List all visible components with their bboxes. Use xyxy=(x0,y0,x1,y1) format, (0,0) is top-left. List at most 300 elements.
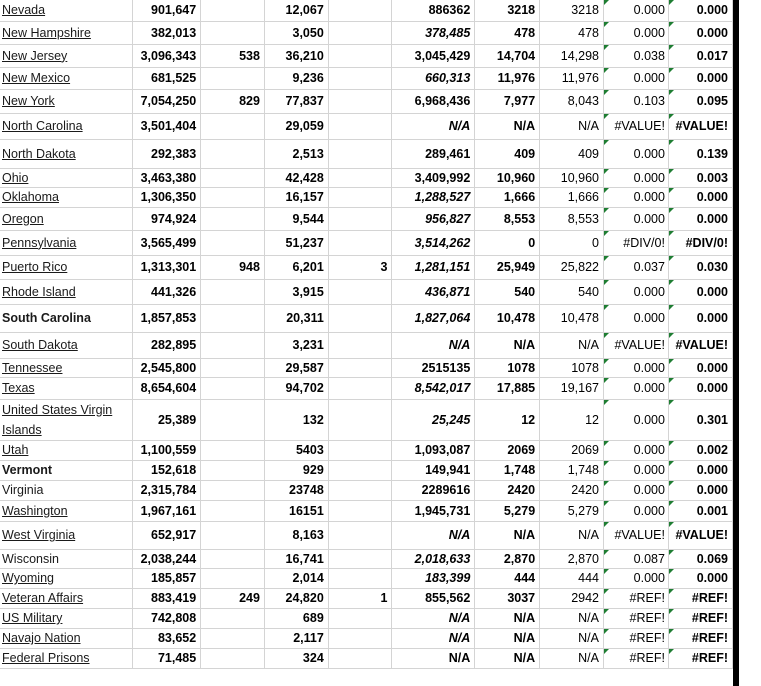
value-cell[interactable]: 1,748 xyxy=(475,460,540,480)
value-cell[interactable]: 883,419 xyxy=(133,588,201,608)
value-cell[interactable] xyxy=(328,0,392,21)
value-cell[interactable]: 289,461 xyxy=(392,139,475,168)
value-cell[interactable]: 0.000 xyxy=(668,67,732,89)
value-cell[interactable]: 1,288,527 xyxy=(392,187,475,207)
value-cell[interactable]: 0.000 xyxy=(604,168,669,187)
value-cell[interactable]: 2942 xyxy=(540,588,604,608)
value-cell[interactable] xyxy=(328,207,392,230)
value-cell[interactable]: 886362 xyxy=(392,0,475,21)
value-cell[interactable]: 0.000 xyxy=(604,21,669,44)
value-cell[interactable] xyxy=(328,113,392,139)
value-cell[interactable]: #REF! xyxy=(668,628,732,648)
value-cell[interactable]: 0.000 xyxy=(604,460,669,480)
value-cell[interactable] xyxy=(201,628,265,648)
table-row xyxy=(0,187,733,207)
value-cell[interactable] xyxy=(201,549,265,568)
value-cell[interactable]: #VALUE! xyxy=(604,113,669,139)
value-cell[interactable] xyxy=(328,89,392,113)
value-cell[interactable] xyxy=(328,332,392,358)
value-cell[interactable]: 17,885 xyxy=(475,377,540,399)
value-cell[interactable]: 0.000 xyxy=(668,460,732,480)
value-cell[interactable]: 1,827,064 xyxy=(392,304,475,332)
value-cell[interactable]: #REF! xyxy=(604,588,669,608)
value-cell[interactable] xyxy=(328,440,392,460)
value-cell[interactable] xyxy=(201,377,265,399)
value-cell[interactable] xyxy=(201,230,265,255)
value-cell[interactable]: 0.000 xyxy=(668,21,732,44)
value-cell[interactable]: 444 xyxy=(475,568,540,588)
row-label-cell[interactable]: New Mexico xyxy=(0,67,133,89)
value-cell[interactable]: 16,157 xyxy=(264,187,328,207)
table-row xyxy=(0,500,733,521)
value-cell[interactable]: 10,478 xyxy=(540,304,604,332)
value-cell[interactable]: 901,647 xyxy=(133,0,201,21)
row-label-cell[interactable]: Texas xyxy=(0,377,133,399)
value-cell[interactable]: 14,704 xyxy=(475,44,540,67)
value-cell[interactable]: 24,820 xyxy=(264,588,328,608)
value-cell[interactable]: 0.000 xyxy=(668,279,732,304)
value-cell[interactable]: N/A xyxy=(540,628,604,648)
value-cell[interactable]: 974,924 xyxy=(133,207,201,230)
row-label-cell[interactable]: Navajo Nation xyxy=(0,628,133,648)
value-cell[interactable]: 71,485 xyxy=(133,648,201,668)
value-cell[interactable]: 2069 xyxy=(475,440,540,460)
row-label-cell[interactable]: West Virginia xyxy=(0,521,133,549)
value-cell[interactable]: 0.037 xyxy=(604,255,669,279)
value-cell[interactable]: 2420 xyxy=(540,480,604,500)
value-cell[interactable]: 12 xyxy=(540,399,604,440)
value-cell[interactable]: #REF! xyxy=(668,648,732,668)
row-label-cell[interactable]: South Dakota xyxy=(0,332,133,358)
value-cell[interactable] xyxy=(328,139,392,168)
value-cell[interactable]: 0.103 xyxy=(604,89,669,113)
value-cell[interactable]: 0.000 xyxy=(604,440,669,460)
value-cell[interactable] xyxy=(201,207,265,230)
value-cell[interactable]: 8,654,604 xyxy=(133,377,201,399)
value-cell[interactable]: 1,748 xyxy=(540,460,604,480)
value-cell[interactable]: 0.000 xyxy=(668,187,732,207)
value-cell[interactable]: 77,837 xyxy=(264,89,328,113)
value-cell[interactable]: 3,565,499 xyxy=(133,230,201,255)
value-cell[interactable]: #VALUE! xyxy=(668,521,732,549)
row-label-cell[interactable]: Pennsylvania xyxy=(0,230,133,255)
value-cell[interactable]: #REF! xyxy=(604,648,669,668)
table-row xyxy=(0,648,733,668)
value-cell[interactable]: 829 xyxy=(201,89,265,113)
value-cell[interactable] xyxy=(328,460,392,480)
value-cell[interactable]: #DIV/0! xyxy=(668,230,732,255)
value-cell[interactable] xyxy=(328,168,392,187)
value-cell[interactable]: 132 xyxy=(264,399,328,440)
value-cell[interactable]: 5,279 xyxy=(475,500,540,521)
value-cell[interactable]: #VALUE! xyxy=(668,113,732,139)
value-cell[interactable] xyxy=(201,648,265,668)
value-cell[interactable]: 0.095 xyxy=(668,89,732,113)
value-cell[interactable]: 0.000 xyxy=(668,207,732,230)
value-cell[interactable]: 7,977 xyxy=(475,89,540,113)
value-cell[interactable]: 8,043 xyxy=(540,89,604,113)
value-cell[interactable]: N/A xyxy=(475,628,540,648)
table-row xyxy=(0,255,733,279)
value-cell[interactable]: 409 xyxy=(540,139,604,168)
value-cell[interactable] xyxy=(201,332,265,358)
value-cell[interactable]: 382,013 xyxy=(133,21,201,44)
value-cell[interactable]: 0.000 xyxy=(604,358,669,377)
value-cell[interactable] xyxy=(328,358,392,377)
value-cell[interactable] xyxy=(328,480,392,500)
value-cell[interactable]: 742,808 xyxy=(133,608,201,628)
value-cell[interactable] xyxy=(328,521,392,549)
value-cell[interactable]: 94,702 xyxy=(264,377,328,399)
value-cell[interactable]: 0.000 xyxy=(604,480,669,500)
value-cell[interactable]: 282,895 xyxy=(133,332,201,358)
value-cell[interactable]: 1,857,853 xyxy=(133,304,201,332)
row-label-cell[interactable]: Ohio xyxy=(0,168,133,187)
value-cell[interactable]: 3,096,343 xyxy=(133,44,201,67)
value-cell[interactable]: 29,587 xyxy=(264,358,328,377)
value-cell[interactable]: 3,045,429 xyxy=(392,44,475,67)
value-cell[interactable] xyxy=(328,187,392,207)
row-label-cell[interactable]: Virginia xyxy=(0,480,133,500)
value-cell[interactable] xyxy=(201,440,265,460)
row-label-cell[interactable]: Veteran Affairs xyxy=(0,588,133,608)
value-cell[interactable]: N/A xyxy=(392,608,475,628)
value-cell[interactable] xyxy=(328,377,392,399)
value-cell[interactable]: 0.030 xyxy=(668,255,732,279)
value-cell[interactable]: 2,870 xyxy=(475,549,540,568)
value-cell[interactable] xyxy=(201,608,265,628)
value-cell[interactable]: 12,067 xyxy=(264,0,328,21)
value-cell[interactable]: 540 xyxy=(540,279,604,304)
value-cell[interactable]: 0 xyxy=(475,230,540,255)
row-label-cell[interactable]: Oklahoma xyxy=(0,187,133,207)
value-cell[interactable]: 324 xyxy=(264,648,328,668)
table-row xyxy=(0,89,733,113)
value-cell[interactable]: 0.000 xyxy=(604,207,669,230)
value-cell[interactable]: 0.002 xyxy=(668,440,732,460)
value-cell[interactable]: 0.000 xyxy=(604,500,669,521)
value-cell[interactable]: 292,383 xyxy=(133,139,201,168)
value-cell[interactable]: 42,428 xyxy=(264,168,328,187)
value-cell[interactable]: 3037 xyxy=(475,588,540,608)
value-cell[interactable]: 0.000 xyxy=(604,0,669,21)
value-cell[interactable]: 3,463,380 xyxy=(133,168,201,187)
value-cell[interactable]: 956,827 xyxy=(392,207,475,230)
value-cell[interactable] xyxy=(328,304,392,332)
value-cell[interactable] xyxy=(201,21,265,44)
value-cell[interactable]: 0.000 xyxy=(604,279,669,304)
value-cell[interactable]: 2515135 xyxy=(392,358,475,377)
value-cell[interactable]: 185,857 xyxy=(133,568,201,588)
value-cell[interactable] xyxy=(328,67,392,89)
value-cell[interactable]: 2,513 xyxy=(264,139,328,168)
row-label-cell[interactable]: Utah xyxy=(0,440,133,460)
value-cell[interactable]: 0.139 xyxy=(668,139,732,168)
value-cell[interactable] xyxy=(328,608,392,628)
value-cell[interactable]: 660,313 xyxy=(392,67,475,89)
value-cell[interactable]: #REF! xyxy=(668,608,732,628)
value-cell[interactable]: 1 xyxy=(328,588,392,608)
value-cell[interactable]: 689 xyxy=(264,608,328,628)
value-cell[interactable]: 6,201 xyxy=(264,255,328,279)
value-cell[interactable]: 16151 xyxy=(264,500,328,521)
value-cell[interactable] xyxy=(201,67,265,89)
value-cell[interactable]: 249 xyxy=(201,588,265,608)
value-cell[interactable]: N/A xyxy=(475,113,540,139)
value-cell[interactable]: 0.000 xyxy=(668,0,732,21)
value-cell[interactable]: 3,915 xyxy=(264,279,328,304)
value-cell[interactable]: 16,741 xyxy=(264,549,328,568)
value-cell[interactable] xyxy=(201,187,265,207)
value-cell[interactable]: 9,236 xyxy=(264,67,328,89)
value-cell[interactable]: #VALUE! xyxy=(668,332,732,358)
row-label-cell[interactable]: New Jersey xyxy=(0,44,133,67)
value-cell[interactable]: N/A xyxy=(475,521,540,549)
value-cell[interactable]: 1,945,731 xyxy=(392,500,475,521)
value-cell[interactable]: 8,553 xyxy=(540,207,604,230)
value-cell[interactable]: 5,279 xyxy=(540,500,604,521)
value-cell[interactable]: 11,976 xyxy=(540,67,604,89)
value-cell[interactable]: 0.000 xyxy=(604,377,669,399)
value-cell[interactable]: 855,562 xyxy=(392,588,475,608)
value-cell[interactable]: 1,313,301 xyxy=(133,255,201,279)
value-cell[interactable]: #REF! xyxy=(604,628,669,648)
value-cell[interactable]: 3,409,992 xyxy=(392,168,475,187)
value-cell[interactable]: 378,485 xyxy=(392,21,475,44)
value-cell[interactable] xyxy=(201,521,265,549)
value-cell[interactable]: 0.000 xyxy=(668,358,732,377)
value-cell[interactable]: 2,870 xyxy=(540,549,604,568)
value-cell[interactable]: 3 xyxy=(328,255,392,279)
value-cell[interactable]: 14,298 xyxy=(540,44,604,67)
value-cell[interactable] xyxy=(328,549,392,568)
value-cell[interactable] xyxy=(328,500,392,521)
row-label-cell[interactable]: US Military xyxy=(0,608,133,628)
value-cell[interactable]: 183,399 xyxy=(392,568,475,588)
value-cell[interactable]: 2,545,800 xyxy=(133,358,201,377)
value-cell[interactable]: 3218 xyxy=(475,0,540,21)
value-cell[interactable]: 9,544 xyxy=(264,207,328,230)
value-cell[interactable]: 12 xyxy=(475,399,540,440)
value-cell[interactable]: 0.000 xyxy=(604,187,669,207)
value-cell[interactable] xyxy=(201,0,265,21)
value-cell[interactable]: 1078 xyxy=(540,358,604,377)
value-cell[interactable]: 1,306,350 xyxy=(133,187,201,207)
value-cell[interactable]: 8,542,017 xyxy=(392,377,475,399)
row-label-cell[interactable]: Rhode Island xyxy=(0,279,133,304)
value-cell[interactable]: 3,231 xyxy=(264,332,328,358)
value-cell[interactable]: 0.000 xyxy=(604,139,669,168)
value-cell[interactable]: 10,960 xyxy=(540,168,604,187)
value-cell[interactable] xyxy=(328,44,392,67)
value-cell[interactable]: #DIV/0! xyxy=(604,230,669,255)
value-cell[interactable]: N/A xyxy=(540,608,604,628)
table-row xyxy=(0,521,733,549)
row-label-cell[interactable]: North Carolina xyxy=(0,113,133,139)
value-cell[interactable] xyxy=(328,568,392,588)
row-label-cell[interactable]: Vermont xyxy=(0,460,133,480)
value-cell[interactable]: 0.000 xyxy=(604,304,669,332)
value-cell[interactable]: 0.000 xyxy=(668,568,732,588)
value-cell[interactable]: 1,967,161 xyxy=(133,500,201,521)
value-cell[interactable] xyxy=(201,358,265,377)
value-cell[interactable] xyxy=(201,113,265,139)
value-cell[interactable]: 478 xyxy=(540,21,604,44)
value-cell[interactable]: 478 xyxy=(475,21,540,44)
value-cell[interactable]: 29,059 xyxy=(264,113,328,139)
value-cell[interactable]: N/A xyxy=(392,332,475,358)
value-cell[interactable]: 652,917 xyxy=(133,521,201,549)
value-cell[interactable]: 19,167 xyxy=(540,377,604,399)
value-cell[interactable]: 2,014 xyxy=(264,568,328,588)
value-cell[interactable]: #VALUE! xyxy=(604,521,669,549)
value-cell[interactable]: 0.069 xyxy=(668,549,732,568)
value-cell[interactable]: 0.000 xyxy=(668,304,732,332)
value-cell[interactable]: 25,245 xyxy=(392,399,475,440)
value-cell[interactable]: 2,315,784 xyxy=(133,480,201,500)
value-cell[interactable]: 929 xyxy=(264,460,328,480)
value-cell[interactable]: 0.000 xyxy=(668,480,732,500)
value-cell[interactable]: N/A xyxy=(392,113,475,139)
value-cell[interactable]: 444 xyxy=(540,568,604,588)
value-cell[interactable] xyxy=(328,399,392,440)
value-cell[interactable]: 1,093,087 xyxy=(392,440,475,460)
value-cell[interactable]: 51,237 xyxy=(264,230,328,255)
value-cell[interactable]: #REF! xyxy=(668,588,732,608)
value-cell[interactable]: N/A xyxy=(475,332,540,358)
row-label-cell[interactable]: Nevada xyxy=(0,0,133,21)
row-label-cell[interactable]: Tennessee xyxy=(0,358,133,377)
value-cell[interactable]: 23748 xyxy=(264,480,328,500)
value-cell[interactable] xyxy=(201,304,265,332)
table-row xyxy=(0,549,733,568)
value-cell[interactable]: 0.038 xyxy=(604,44,669,67)
value-cell[interactable]: 441,326 xyxy=(133,279,201,304)
row-label-cell[interactable]: South Carolina xyxy=(0,304,133,332)
value-cell[interactable]: 1,666 xyxy=(475,187,540,207)
value-cell[interactable]: N/A xyxy=(540,648,604,668)
value-cell[interactable]: 948 xyxy=(201,255,265,279)
value-cell[interactable]: 2,117 xyxy=(264,628,328,648)
value-cell[interactable] xyxy=(328,628,392,648)
row-label-cell[interactable]: Puerto Rico xyxy=(0,255,133,279)
value-cell[interactable]: 25,949 xyxy=(475,255,540,279)
value-cell[interactable]: 0.017 xyxy=(668,44,732,67)
value-cell[interactable]: 0.003 xyxy=(668,168,732,187)
value-cell[interactable]: 25,822 xyxy=(540,255,604,279)
value-cell[interactable] xyxy=(201,480,265,500)
value-cell[interactable]: 20,311 xyxy=(264,304,328,332)
value-cell[interactable] xyxy=(328,279,392,304)
value-cell[interactable]: 25,389 xyxy=(133,399,201,440)
value-cell[interactable]: 152,618 xyxy=(133,460,201,480)
value-cell[interactable]: 0.000 xyxy=(668,377,732,399)
value-cell[interactable]: 0.000 xyxy=(604,568,669,588)
value-cell[interactable]: N/A xyxy=(475,648,540,668)
value-cell[interactable]: 3,501,404 xyxy=(133,113,201,139)
value-cell[interactable]: 3218 xyxy=(540,0,604,21)
value-cell[interactable]: 0.087 xyxy=(604,549,669,568)
value-cell[interactable]: 10,478 xyxy=(475,304,540,332)
row-label-cell[interactable]: North Dakota xyxy=(0,139,133,168)
value-cell[interactable] xyxy=(201,568,265,588)
value-cell[interactable] xyxy=(201,460,265,480)
value-cell[interactable] xyxy=(328,230,392,255)
value-cell[interactable]: 1078 xyxy=(475,358,540,377)
row-label-cell[interactable]: Wyoming xyxy=(0,568,133,588)
value-cell[interactable]: N/A xyxy=(475,608,540,628)
value-cell[interactable]: N/A xyxy=(540,113,604,139)
value-cell[interactable] xyxy=(201,139,265,168)
value-cell[interactable]: 6,968,436 xyxy=(392,89,475,113)
value-cell[interactable]: #REF! xyxy=(604,608,669,628)
value-cell[interactable]: 5403 xyxy=(264,440,328,460)
value-cell[interactable]: 0.001 xyxy=(668,500,732,521)
value-cell[interactable] xyxy=(328,648,392,668)
value-cell[interactable]: 3,050 xyxy=(264,21,328,44)
value-cell[interactable]: N/A xyxy=(540,521,604,549)
value-cell[interactable]: 0.000 xyxy=(604,67,669,89)
value-cell[interactable]: 2420 xyxy=(475,480,540,500)
value-cell[interactable]: 10,960 xyxy=(475,168,540,187)
value-cell[interactable]: N/A xyxy=(392,628,475,648)
value-cell[interactable]: 2289616 xyxy=(392,480,475,500)
value-cell[interactable]: 0.301 xyxy=(668,399,732,440)
value-cell[interactable]: 8,553 xyxy=(475,207,540,230)
value-cell[interactable]: 3,514,262 xyxy=(392,230,475,255)
value-cell[interactable]: 1,666 xyxy=(540,187,604,207)
value-cell[interactable]: 0 xyxy=(540,230,604,255)
value-cell[interactable] xyxy=(201,399,265,440)
value-cell[interactable]: 11,976 xyxy=(475,67,540,89)
table-row xyxy=(0,230,733,255)
row-label-cell[interactable]: New York xyxy=(0,89,133,113)
value-cell[interactable]: 540 xyxy=(475,279,540,304)
value-cell[interactable]: 409 xyxy=(475,139,540,168)
value-cell[interactable]: 681,525 xyxy=(133,67,201,89)
row-label-cell[interactable]: Federal Prisons xyxy=(0,648,133,668)
row-label-cell[interactable]: United States Virgin Islands xyxy=(0,399,133,440)
row-label-cell[interactable]: New Hampshire xyxy=(0,21,133,44)
value-cell[interactable]: N/A xyxy=(392,648,475,668)
value-cell[interactable]: 149,941 xyxy=(392,460,475,480)
value-cell[interactable]: 436,871 xyxy=(392,279,475,304)
value-cell[interactable]: 8,163 xyxy=(264,521,328,549)
value-cell[interactable] xyxy=(201,168,265,187)
table-row xyxy=(0,0,733,21)
value-cell[interactable]: 7,054,250 xyxy=(133,89,201,113)
value-cell[interactable] xyxy=(328,21,392,44)
value-cell[interactable] xyxy=(201,500,265,521)
value-cell[interactable]: 1,281,151 xyxy=(392,255,475,279)
row-label-cell[interactable]: Washington xyxy=(0,500,133,521)
table-row xyxy=(0,168,733,187)
value-cell[interactable]: 1,100,559 xyxy=(133,440,201,460)
row-label-cell[interactable]: Oregon xyxy=(0,207,133,230)
value-cell[interactable]: 36,210 xyxy=(264,44,328,67)
value-cell[interactable] xyxy=(201,279,265,304)
value-cell[interactable]: 2069 xyxy=(540,440,604,460)
value-cell[interactable]: 2,018,633 xyxy=(392,549,475,568)
value-cell[interactable]: #VALUE! xyxy=(604,332,669,358)
value-cell[interactable]: N/A xyxy=(392,521,475,549)
value-cell[interactable]: 538 xyxy=(201,44,265,67)
value-cell[interactable]: 0.000 xyxy=(604,399,669,440)
value-cell[interactable]: 2,038,244 xyxy=(133,549,201,568)
value-cell[interactable]: 83,652 xyxy=(133,628,201,648)
value-cell[interactable]: N/A xyxy=(540,332,604,358)
row-label-cell[interactable]: Wisconsin xyxy=(0,549,133,568)
